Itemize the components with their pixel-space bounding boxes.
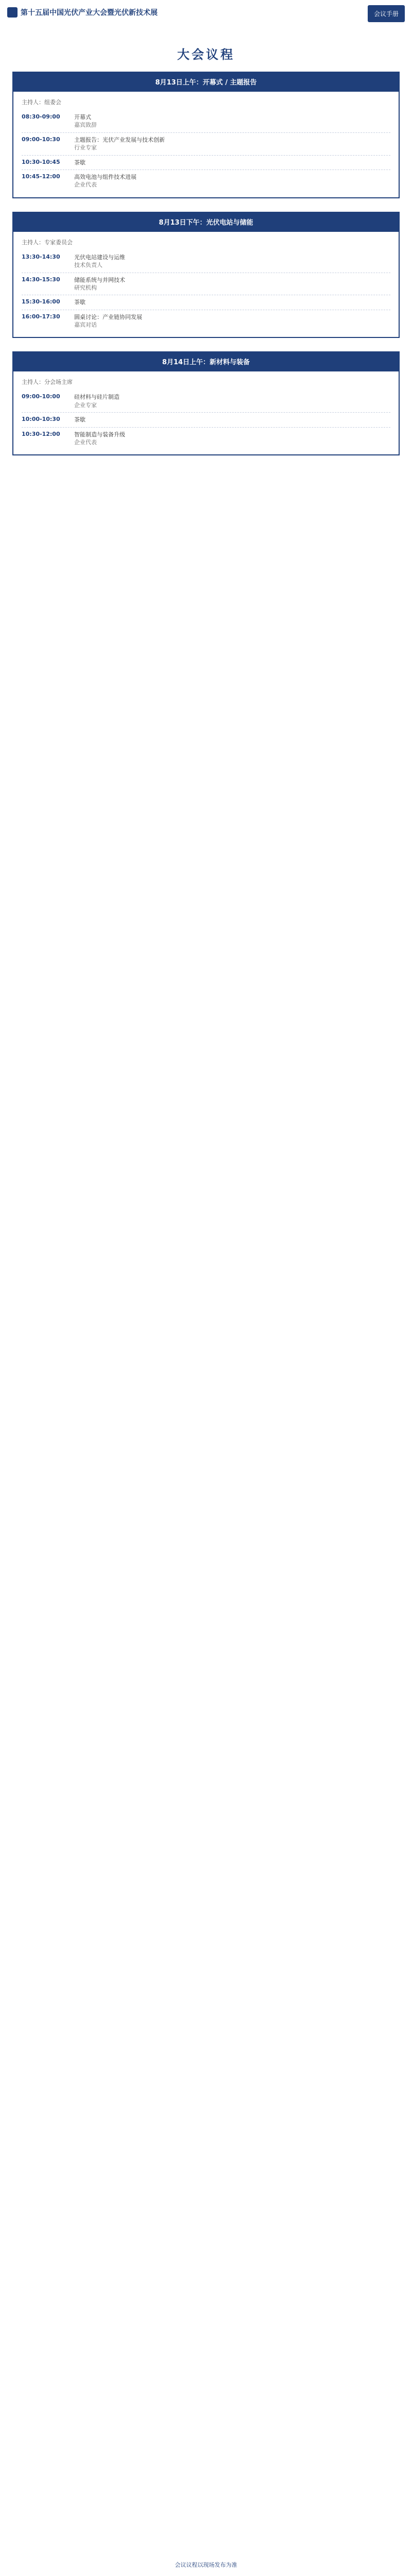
agenda-title: 茶歇 xyxy=(74,299,85,306)
agenda-title: 茶歇 xyxy=(74,416,85,423)
agenda-title: 茶歇 xyxy=(74,159,85,166)
agenda-speaker: 企业专家 xyxy=(74,401,97,409)
agenda-speaker: 研究机构 xyxy=(74,284,97,291)
agenda-title: 光伏电站建设与运维 xyxy=(74,253,125,261)
conference-title: 第十五届中国光伏产业大会暨光伏新技术展 xyxy=(21,9,158,17)
agenda-title: 硅材料与硅片制造 xyxy=(74,394,119,401)
agenda-title: 主题报告：光伏产业发展与技术创新 xyxy=(74,136,165,143)
agenda-time: 10:30-10:45 xyxy=(22,158,60,165)
agenda-content xyxy=(74,136,390,152)
agenda-time: 10:45-12:00 xyxy=(22,173,60,180)
agenda-session xyxy=(12,212,400,338)
session-box xyxy=(12,371,400,455)
handbook-tag[interactable]: 会议手册 xyxy=(368,5,405,22)
session-header: 8月13日上午：开幕式 / 主题报告 xyxy=(12,72,400,92)
agenda-content xyxy=(74,416,390,423)
agenda-speaker: 嘉宾对话 xyxy=(74,321,97,329)
agenda-title: 智能制造与装备升级 xyxy=(74,431,125,438)
agenda-title: 圆桌讨论：产业链协同发展 xyxy=(74,313,142,320)
agenda-content xyxy=(74,173,390,189)
session-header: 8月13日下午：光伏电站与储能 xyxy=(12,212,400,232)
agenda-content xyxy=(74,159,390,166)
agenda-time: 10:30-12:00 xyxy=(22,430,60,437)
footer-note: 会议议程以现场发布为准 xyxy=(175,2562,237,2568)
agenda-row xyxy=(22,295,390,310)
agenda-row xyxy=(22,413,390,427)
agenda-row xyxy=(22,310,390,332)
agenda-content xyxy=(74,431,390,447)
agenda-content xyxy=(74,113,390,129)
page-hero xyxy=(0,44,412,62)
agenda-time: 10:00-10:30 xyxy=(22,416,60,423)
agenda-time: 15:30-16:00 xyxy=(22,298,60,306)
agenda-speaker: 嘉宾致辞 xyxy=(74,122,97,129)
agenda-row xyxy=(22,110,390,133)
agenda-content xyxy=(74,276,390,292)
agenda-content xyxy=(74,298,390,306)
agenda-time: 09:00-10:30 xyxy=(22,135,60,143)
agenda-row xyxy=(22,250,390,273)
top-bar xyxy=(0,0,412,27)
agenda-row xyxy=(22,170,390,192)
agenda-content xyxy=(74,253,390,269)
agenda-time: 16:00-17:30 xyxy=(22,313,60,320)
logo-mark xyxy=(7,7,18,18)
session-header: 8月14日上午：新材料与装备 xyxy=(12,351,400,371)
agenda-session xyxy=(12,72,400,198)
agenda-time: 13:30-14:30 xyxy=(22,253,60,260)
session-chairs: 主持人：分会场主席 xyxy=(22,379,73,386)
agenda-title: 高效电池与组件技术进展 xyxy=(74,173,136,180)
agenda-time: 08:30-09:00 xyxy=(22,113,60,120)
agenda-title: 储能系统与并网技术 xyxy=(74,276,125,283)
agenda-row xyxy=(22,133,390,156)
agenda-speaker: 企业代表 xyxy=(74,181,97,189)
agenda-time: 09:00-10:00 xyxy=(22,393,60,400)
agenda-row xyxy=(22,428,390,450)
session-chairs: 主持人：专家委员会 xyxy=(22,239,73,246)
agenda-content xyxy=(74,313,390,329)
agenda-row xyxy=(22,156,390,170)
session-chairs: 主持人：组委会 xyxy=(22,99,61,106)
agenda-speaker: 企业代表 xyxy=(74,439,97,446)
agenda-speaker: 技术负责人 xyxy=(74,262,102,269)
agenda-title: 开幕式 xyxy=(74,114,91,121)
agenda-session xyxy=(12,351,400,455)
agenda-row xyxy=(22,273,390,296)
session-box xyxy=(12,232,400,338)
agenda-speaker: 行业专家 xyxy=(74,144,97,151)
agenda-content xyxy=(74,393,390,409)
session-box xyxy=(12,92,400,198)
agenda-time: 14:30-15:30 xyxy=(22,276,60,283)
agenda-row xyxy=(22,390,390,413)
page-title: 大会议程 xyxy=(177,47,235,62)
